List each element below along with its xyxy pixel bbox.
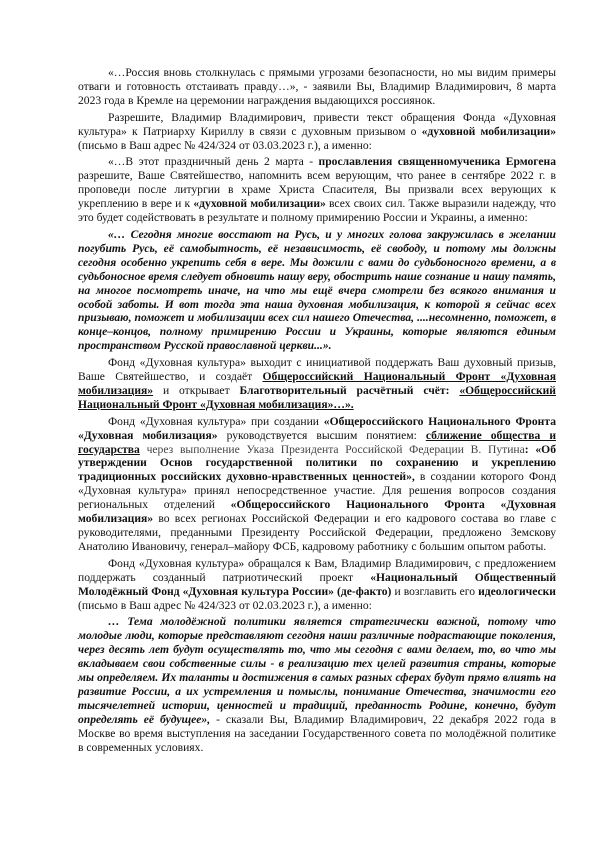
bold-phrase-spiritual-mobilization: «духовной мобилизации»: [193, 197, 326, 211]
bold-phrase-spiritual-mobilization: «духовной мобилизации»: [421, 124, 556, 138]
paragraph-text: «…В этот праздничный день 2 марта -: [108, 155, 319, 169]
paragraph-appeal-text: [78, 155, 556, 225]
bold-phrase-front-name: «Общероссийского Национального Фронта «Духовная мобилизация»: [78, 498, 556, 526]
paragraph-text: разрешите, Ваше Святейшество, напомнить всем верующим, что ранее в сентябре 2022 г. в проповеди после литургии в храме Христа Спасителя, Вы призвали всех верующих к укреплению в вере и к: [78, 169, 556, 211]
paragraph-text: «…Россия вновь столкнулась с прямыми угрозами безопасности, но мы видим примеры отваги и готовность отстаивать правду…», - заявили Вы, Владимир Владимирович, 8 марта 2023 года в Кремле на церемонии награждения выдающихся россиянок.: [78, 66, 556, 107]
paragraph-text: во всех регионах Российской Федерации и его кадрового состава во главе с руководителями, преданными Президенту Российской Федерации, предложено Земскову Анатолию Ивановичу, генерал–майору ФСБ, кадровому работнику с большим опытом работы.: [78, 512, 556, 553]
bold-phrase-decree-title: : «Об утверждении Основ государственной политики по сохранению и укреплению традиционных российских духовно-нравственных ценностей»,: [78, 442, 556, 484]
document-page: [78, 66, 556, 758]
paragraph-text: всех своих сил. Также выразили надежду, что это будет содействовать в результате и полному примирению России и Украины, а именно:: [78, 197, 556, 225]
quote-text: «… Сегодня многие восстают на Русь, и у многих голова закружилась в желании погубить Русь, её самобытность, её независимость, её свободу, и потому мы должны сегодня особенно укрепить себя в вере. Мы дожили с вами до судьбоносного времени, а в судьбоносное время следует обновить нашу веру, обострить наше сознание и нашу память, на многое посмотреть иначе, на что мы ещё вчера смотрели без всякого внимания и особой заботы. И вот тогда эта наша духовная мобилизация, к которой я сейчас всех призываю, поможет и мобилизации всех сил нашего Отечества, ....несомненно, поможет, в конце–концов, полному примирению России и Украины, которые являются единым пространством Русской православной церкви...».: [78, 227, 556, 353]
paragraph-appeal-intro: [78, 111, 556, 153]
bold-underlined-society-state: сближение общества и государства: [78, 428, 556, 456]
paragraph-text: в создании которого Фонд «Духовная культура» принял непосредственное участие. Для решения вопросов создания региональных отделений: [78, 470, 557, 512]
paragraph-text: и возглавить его: [391, 584, 479, 598]
paragraph-text: [449, 384, 459, 397]
paragraph-youth-foundation: [78, 557, 556, 613]
paragraph-patriarch-quote: [78, 228, 556, 353]
bold-underlined-front-name: Общероссийский Национальный Фронт «Духовная мобилизация»: [78, 370, 556, 397]
paragraph-text: Разрешите, Владимир Владимирович, привести текст обращения Фонда «Духовная культура» к Патриарху Кириллу в связи с духовным призывом о: [78, 110, 556, 138]
paragraph-text: Фонд «Духовная культура» при создании: [108, 414, 324, 428]
quote-text: … Тема молодёжной политики является стратегически важной, потому что молодые люди, которые представляют сегодня наши различные подрастающие поколения, через десять лет будут осуществлять то, что мы сегодня с вами делаем, то, во что мы вкладываем свои собственные силы - в реализацию тех целей развития страны, которые мы определяем. Их таланты и достижения в самых разных сферах будут прямо влиять на развитие России, а их устремления и помыслы, понимание Отечества, значимости его тысячелетней истории, ценностей и традиций, преданность Родине, конечно, будут определять её будущее»,: [78, 615, 556, 726]
paragraph-text: - сказали Вы, Владимир Владимирович, 22 декабря 2022 года в Москве во время выступления на заседании Государственного совета по молодёжной политике в современных условиях.: [78, 712, 557, 754]
paragraph-kremlin-quote: [78, 66, 556, 108]
bold-phrase-ideologically: идеологически: [478, 584, 556, 598]
bold-phrase-ermogen: прославления священномученика Ермогена: [318, 155, 556, 169]
paragraph-text: (письмо в Ваш адрес № 424/323 от 02.03.2023 г.), а именно:: [78, 598, 372, 612]
bold-phrase-youth-foundation: «Национальный Общественный Молодёжный Фонд «Духовная культура России» (де-факто): [78, 570, 557, 598]
paragraph-text: руководствуется высшим понятием:: [217, 428, 426, 442]
paragraph-front-principles: [78, 415, 556, 554]
bold-underlined-account-name: «Общероссийский Национальный Фронт «Духовная мобилизация»…».: [78, 383, 556, 411]
paragraph-youth-policy-quote: [78, 615, 556, 754]
paragraph-text: (письмо в Ваш адрес № 424/324 от 03.03.2023 г.), а именно:: [78, 138, 372, 152]
paragraph-text: Фонд «Духовная культура» выходит с инициативой поддержать Ваш духовный призыв, Ваше Святейшество, и создаёт: [78, 356, 556, 384]
paragraph-text: и открывает: [153, 383, 240, 397]
bold-phrase-front-name: «Общероссийского Национального Фронта «Духовная мобилизация»: [78, 414, 556, 442]
paragraph-text: Фонд «Духовная культура» обращался к Вам, Владимир Владимирович, с предложением поддержать созданный патриотический проект: [78, 556, 556, 584]
paragraph-text: через выполнение Указа Президента Российской Федерации В. Путина: [139, 442, 525, 456]
bold-phrase-charity-account: Благотворительный расчётный счёт:: [239, 383, 450, 397]
paragraph-foundation-initiative: [78, 356, 556, 412]
